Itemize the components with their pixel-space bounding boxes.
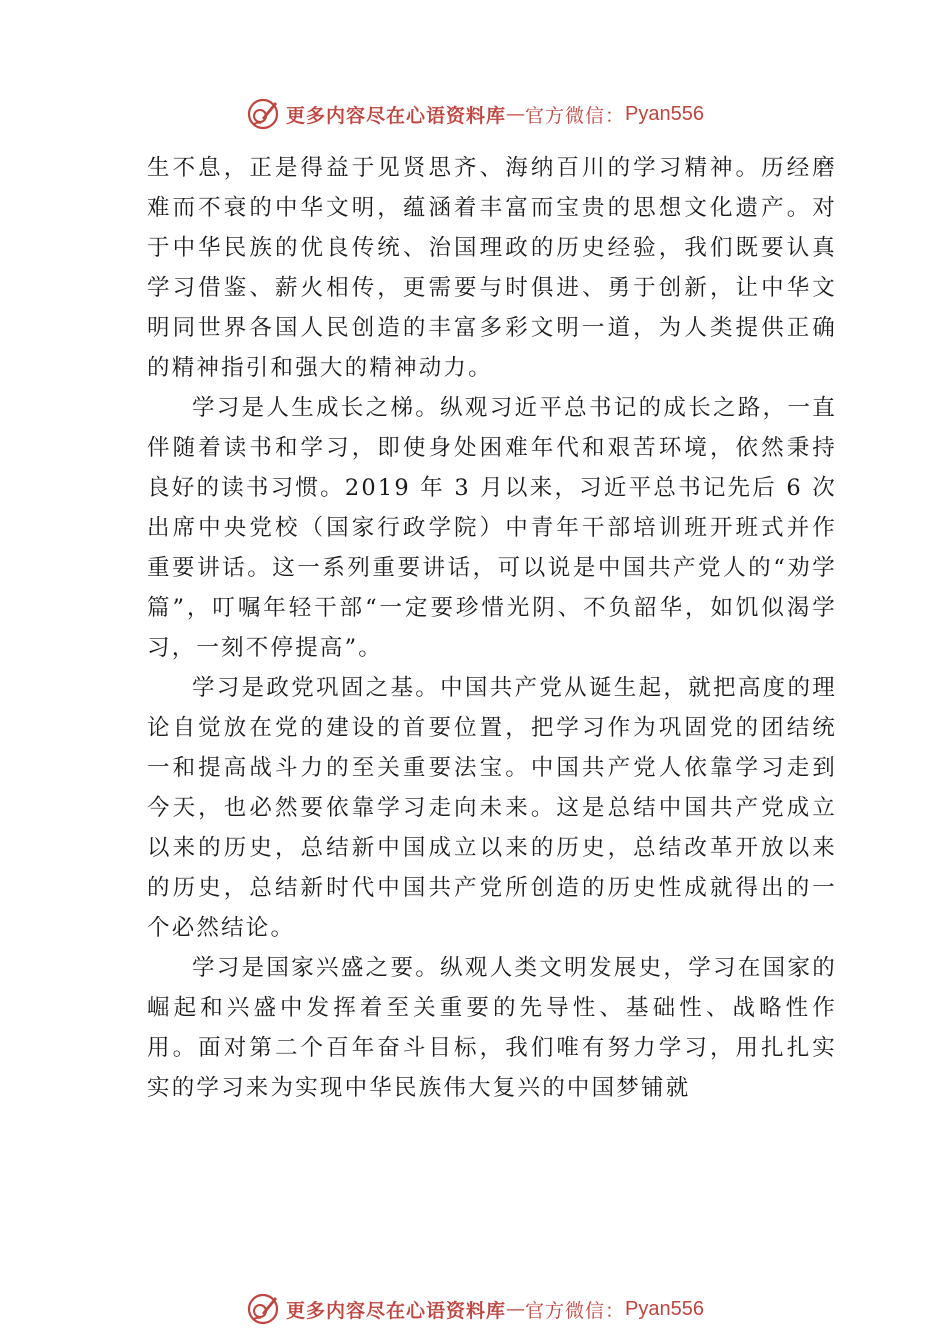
banner-wechat-label: 官方微信：: [525, 1299, 626, 1322]
banner-brand-text: 更多内容尽在心语资料库: [286, 104, 507, 127]
header-banner: [0, 94, 950, 134]
paragraph-3: 学习是政党巩固之基。中国共产党从诞生起，就把高度的理论自觉放在党的建设的首要位置，把学习作为巩固党的团结统一和提高战斗力的至关重要法宝。中国共产党人依靠学习走到今天，也必然要依靠学习走向未来。这是总结中国共产党成立以来的历史，总结新中国成立以来的历史，总结改革开放以来的历史，总结新时代中国共产党所创造的历史性成就得出的一个必然结论。: [147, 675, 837, 941]
paragraph-1: 生不息，正是得益于见贤思齐、海纳百川的学习精神。历经磨难而不衰的中华文明，蕴涵着丰富而宝贵的思想文化遗产。对于中华民族的优良传统、治国理政的历史经验，我们既要认真学习借鉴、薪火相传，更需要与时俱进、勇于创新，让中华文明同世界各国人民创造的丰富多彩文明一道，为人类提供正确的精神指引和强大的精神动力。: [147, 155, 837, 381]
banner-wechat-id: Pyan556: [625, 1297, 704, 1320]
paragraph-4: 学习是国家兴盛之要。纵观人类文明发展史，学习在国家的崛起和兴盛中发挥着至关重要的先导性、基础性、战略性作用。面对第二个百年奋斗目标，我们唯有努力学习，用扎扎实实的学习来为实现中华民族伟大复兴的中国梦铺就: [147, 955, 837, 1101]
document-body: [147, 148, 837, 1108]
footer-banner: [0, 1289, 950, 1329]
banner-wechat-label: 官方微信：: [525, 104, 626, 127]
banner-dash: —: [506, 1298, 526, 1320]
banner-brand-text: 更多内容尽在心语资料库: [286, 1299, 507, 1322]
brand-logo-icon: [246, 97, 280, 131]
brand-logo-icon: [246, 1292, 280, 1326]
paragraph-2: 学习是人生成长之梯。纵观习近平总书记的成长之路，一直伴随着读书和学习，即使身处困难年代和艰苦环境，依然秉持良好的读书习惯。2019 年 3 月以来，习近平总书记先后 6 次出席中央党校（国家行政学院）中青年干部培训班开班式并作重要讲话。这一系列重要讲话，可以说是中国共产党人的“劝学篇”，叮嘱年轻干部“一定要珍惜光阴、不负韶华，如饥似渴学习，一刻不停提高”。: [147, 395, 837, 661]
banner-wechat-id: Pyan556: [625, 102, 704, 125]
banner-dash: —: [506, 103, 526, 125]
